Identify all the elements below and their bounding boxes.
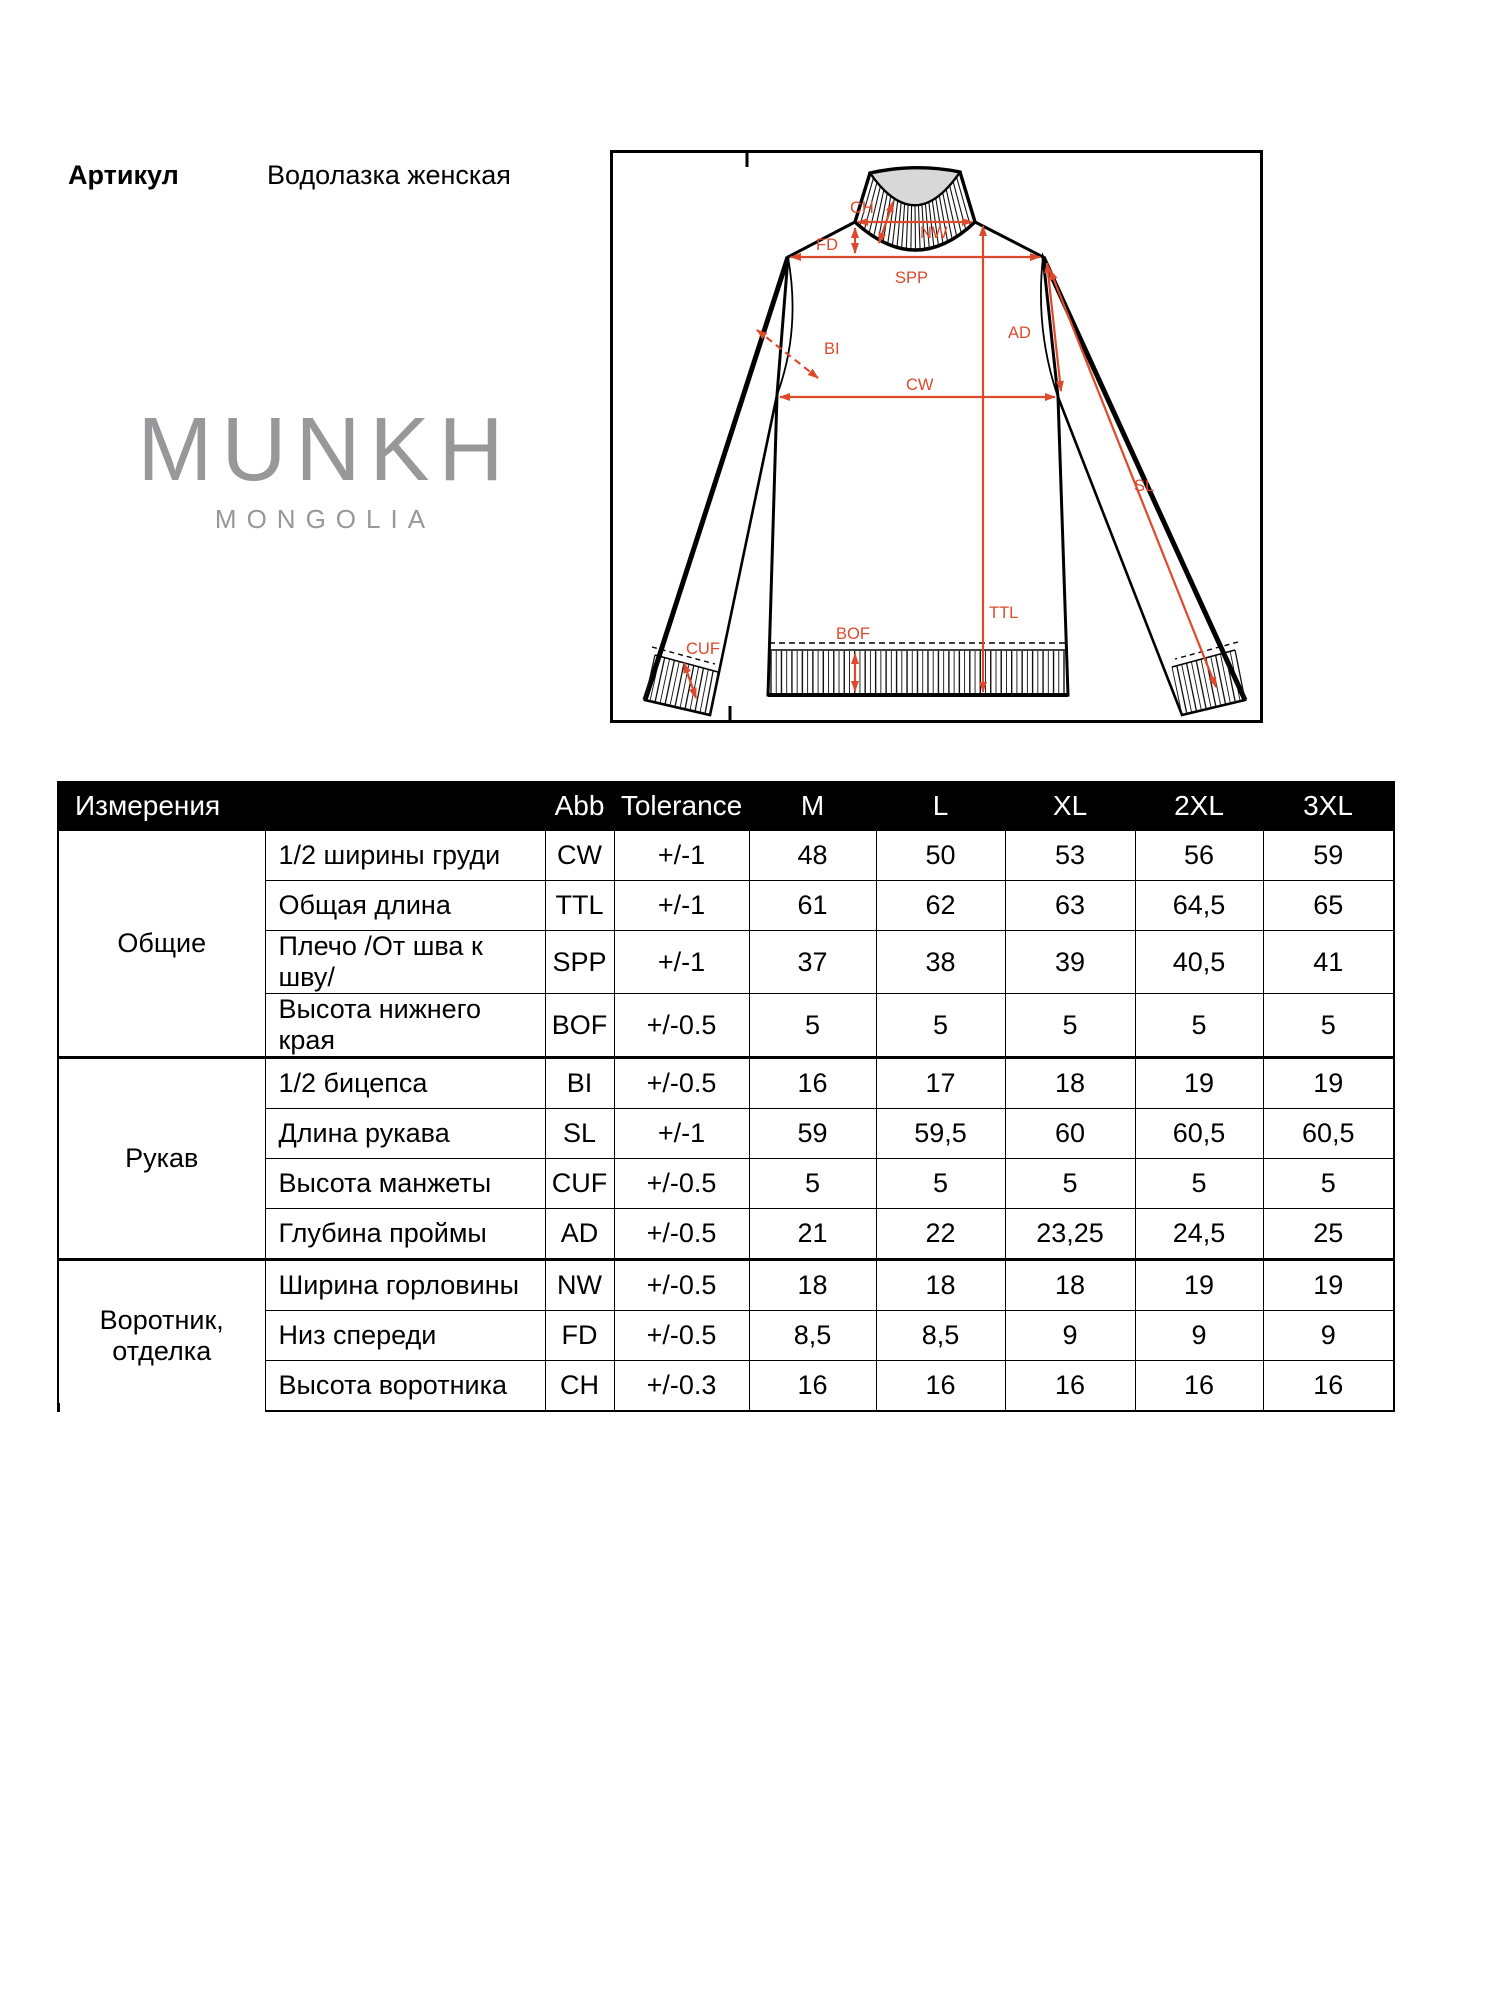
tolerance-cell: +/-1 [614, 931, 749, 994]
value-cell: 22 [876, 1209, 1005, 1260]
value-cell: 5 [1005, 994, 1135, 1058]
value-cell: 5 [876, 994, 1005, 1058]
group-cell: Общие [58, 830, 265, 1058]
value-cell: 25 [1263, 1209, 1394, 1260]
value-cell: 18 [876, 1260, 1005, 1311]
value-cell: 62 [876, 881, 1005, 931]
bi-label: BI [824, 340, 840, 358]
size-table [57, 781, 1395, 1412]
value-cell: 59,5 [876, 1109, 1005, 1159]
ch-label: CH [850, 199, 874, 217]
table-left-border-stub [57, 1403, 60, 1412]
bof-label: BOF [836, 625, 870, 643]
abb-cell: AD [545, 1209, 614, 1260]
value-cell: 60,5 [1135, 1109, 1263, 1159]
value-cell: 9 [1263, 1311, 1394, 1361]
table-header-row [58, 782, 1394, 830]
tolerance-cell: +/-0.3 [614, 1361, 749, 1412]
value-cell: 50 [876, 830, 1005, 881]
abb-cell: BI [545, 1058, 614, 1109]
value-cell: 61 [749, 881, 876, 931]
column-header: L [876, 782, 1005, 830]
measurement-label-cell: Глубина проймы [265, 1209, 545, 1260]
column-header: 3XL [1263, 782, 1394, 830]
tolerance-cell: +/-0.5 [614, 1209, 749, 1260]
tolerance-cell: +/-1 [614, 830, 749, 881]
tolerance-cell: +/-0.5 [614, 1159, 749, 1209]
value-cell: 19 [1135, 1260, 1263, 1311]
measurement-label-cell: Низ спереди [265, 1311, 545, 1361]
value-cell: 18 [1005, 1260, 1135, 1311]
measurement-label-cell: Плечо /От шва к шву/ [265, 931, 545, 994]
ttl-label: TTL [989, 604, 1019, 622]
value-cell: 64,5 [1135, 881, 1263, 931]
garment-diagram [610, 150, 1263, 728]
value-cell: 5 [1263, 994, 1394, 1058]
group-cell: Воротник, отделка [58, 1260, 265, 1412]
value-cell: 60,5 [1263, 1109, 1394, 1159]
value-cell: 5 [1135, 994, 1263, 1058]
measurement-label-cell: 1/2 ширины груди [265, 830, 545, 881]
value-cell: 48 [749, 830, 876, 881]
abb-cell: CW [545, 830, 614, 881]
value-cell: 53 [1005, 830, 1135, 881]
value-cell: 19 [1135, 1058, 1263, 1109]
abb-cell: FD [545, 1311, 614, 1361]
value-cell: 39 [1005, 931, 1135, 994]
value-cell: 5 [749, 1159, 876, 1209]
abb-cell: BOF [545, 994, 614, 1058]
tolerance-cell: +/-0.5 [614, 1058, 749, 1109]
abb-cell: CUF [545, 1159, 614, 1209]
value-cell: 18 [1005, 1058, 1135, 1109]
measurement-label-cell: Ширина горловины [265, 1260, 545, 1311]
cuf-label: CUF [686, 640, 720, 658]
value-cell: 65 [1263, 881, 1394, 931]
value-cell: 40,5 [1135, 931, 1263, 994]
ad-label: AD [1008, 324, 1031, 342]
value-cell: 5 [1005, 1159, 1135, 1209]
value-cell: 8,5 [749, 1311, 876, 1361]
value-cell: 16 [1135, 1361, 1263, 1412]
value-cell: 9 [1005, 1311, 1135, 1361]
value-cell: 38 [876, 931, 1005, 994]
measurement-label-cell: 1/2 бицепса [265, 1058, 545, 1109]
abb-cell: NW [545, 1260, 614, 1311]
value-cell: 9 [1135, 1311, 1263, 1361]
measurement-label-cell: Длина рукава [265, 1109, 545, 1159]
column-header: 2XL [1135, 782, 1263, 830]
value-cell: 16 [876, 1361, 1005, 1412]
brand-logo [110, 402, 540, 535]
nw-label: NW [920, 224, 948, 242]
tolerance-cell: +/-0.5 [614, 994, 749, 1058]
value-cell: 19 [1263, 1058, 1394, 1109]
abb-cell: TTL [545, 881, 614, 931]
tolerance-cell: +/-0.5 [614, 1260, 749, 1311]
value-cell: 37 [749, 931, 876, 994]
value-cell: 16 [1005, 1361, 1135, 1412]
value-cell: 23,25 [1005, 1209, 1135, 1260]
value-cell: 16 [1263, 1361, 1394, 1412]
column-header: Abb [545, 782, 614, 830]
value-cell: 16 [749, 1058, 876, 1109]
group-cell: Рукав [58, 1058, 265, 1260]
tolerance-cell: +/-0.5 [614, 1311, 749, 1361]
value-cell: 24,5 [1135, 1209, 1263, 1260]
measurement-label-cell: Общая длина [265, 881, 545, 931]
sweater-outline [645, 168, 1245, 715]
measurement-label-cell: Высота нижнего края [265, 994, 545, 1058]
column-header: Измерения [58, 782, 545, 830]
cw-label: CW [906, 376, 934, 394]
tolerance-cell: +/-1 [614, 881, 749, 931]
fd-label: FD [816, 236, 838, 254]
abb-cell: CH [545, 1361, 614, 1412]
abb-cell: SL [545, 1109, 614, 1159]
measurement-label-cell: Высота манжеты [265, 1159, 545, 1209]
brand-subtitle: MONGOLIA [214, 504, 436, 534]
value-cell: 17 [876, 1058, 1005, 1109]
value-cell: 8,5 [876, 1311, 1005, 1361]
article-label: Артикул [68, 160, 179, 190]
value-cell: 59 [1263, 830, 1394, 881]
value-cell: 19 [1263, 1260, 1394, 1311]
value-cell: 41 [1263, 931, 1394, 994]
value-cell: 5 [876, 1159, 1005, 1209]
sl-line [1050, 270, 1216, 687]
value-cell: 18 [749, 1260, 876, 1311]
measurement-label-cell: Высота воротника [265, 1361, 545, 1412]
sl-label: SL [1134, 477, 1155, 495]
brand-name: MUNKH [137, 400, 513, 500]
value-cell: 56 [1135, 830, 1263, 881]
value-cell: 21 [749, 1209, 876, 1260]
value-cell: 5 [1263, 1159, 1394, 1209]
value-cell: 5 [749, 994, 876, 1058]
column-header: M [749, 782, 876, 830]
column-header: Tolerance [614, 782, 749, 830]
abb-cell: SPP [545, 931, 614, 994]
spp-label: SPP [895, 269, 929, 287]
article-value: Водолазка женская [267, 160, 511, 190]
value-cell: 60 [1005, 1109, 1135, 1159]
tolerance-cell: +/-1 [614, 1109, 749, 1159]
value-cell: 59 [749, 1109, 876, 1159]
turtleneck-drawing [610, 150, 1263, 723]
value-cell: 63 [1005, 881, 1135, 931]
value-cell: 5 [1135, 1159, 1263, 1209]
column-header: XL [1005, 782, 1135, 830]
value-cell: 16 [749, 1361, 876, 1412]
